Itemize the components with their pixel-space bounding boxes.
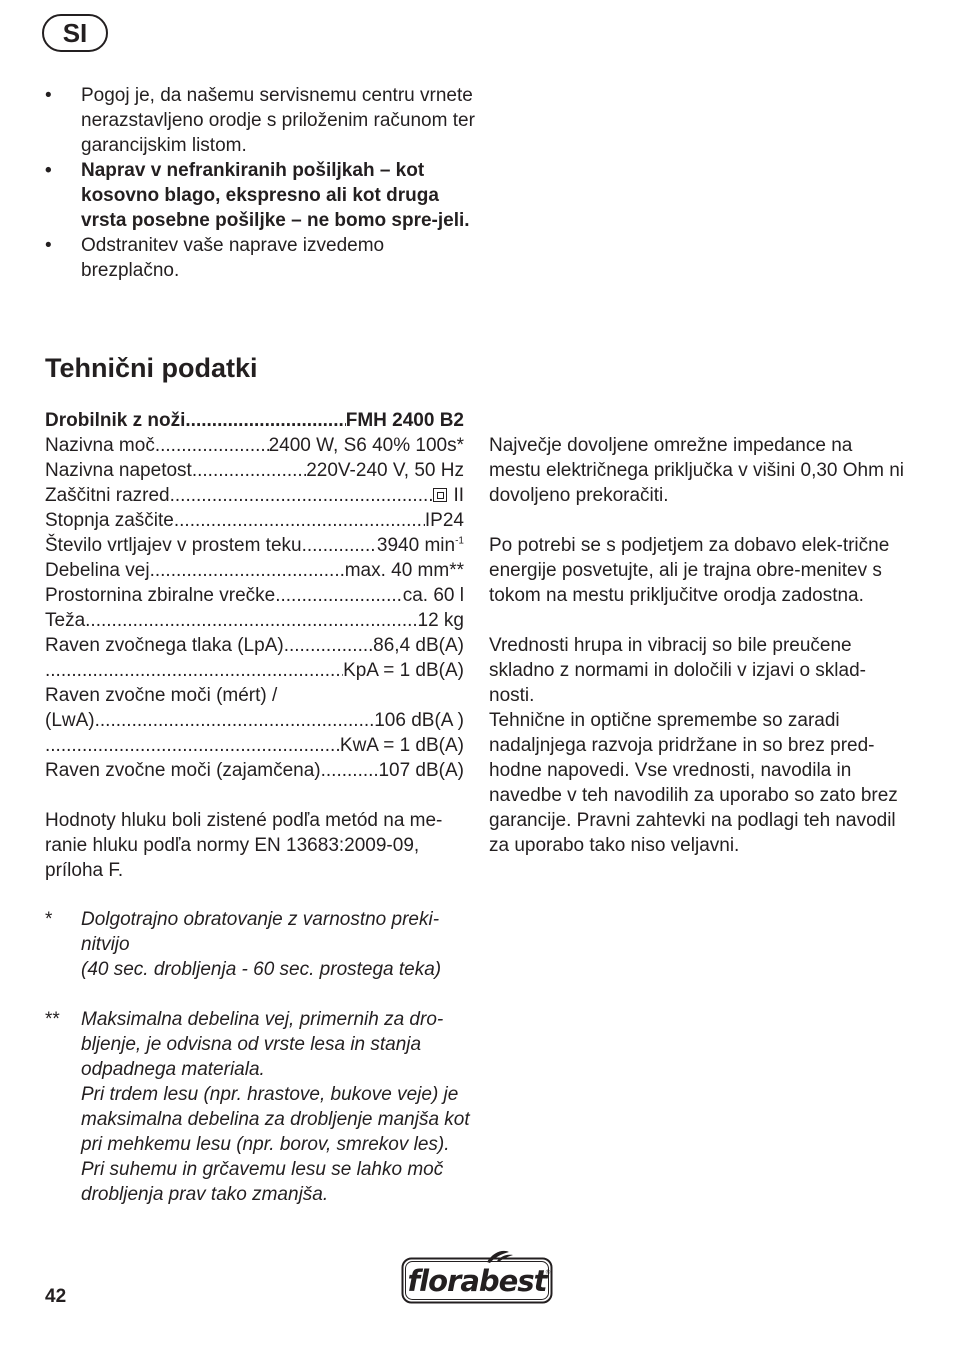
leader-dots [302,533,377,558]
footnote-body [81,907,477,982]
spec-label: Stopnja zaščite [45,510,174,531]
protection-class-text: II [453,485,464,506]
spec-label: Prostornina zbiralne vrečke [45,585,276,606]
spec-label: Raven zvočne moči (zajamčena) [45,760,321,781]
spec-value: 12 kg [417,610,464,631]
bullet-text: Pogoj je, da našemu servisnemu centru vrnete nerazstavljeno orodje s priloženim računom ter garancijskim listom. [81,85,475,156]
footnote-extra: (40 sec. drobljenja - 60 sec. prostega teka) [81,959,442,980]
footnote-text: Dolgotrajno obratovanje z varnostno preki-nitvijo [81,909,440,955]
spec-value: IP24 [424,510,464,531]
bullet-mark: • [45,160,52,181]
florabest-logo-graphic [401,1250,553,1304]
spec-label: (LwA) [45,710,95,731]
technical-data-list [45,408,464,783]
spec-row [45,533,464,558]
leader-dots [155,433,269,458]
footnote-mark: * [45,909,53,930]
changes-disclaimer-paragraph: Tehnične in optične spremembe so zaradi nadaljnjega razvoja pridržane in so brez pred-hodne napovedi. Vse vrednosti, navodila in navedbe v teh navodilih za uporabo so zato brez garancije. Pravni zahtevki na podlagi teh navodil za uporabo tako niso veljavni. [489,710,898,856]
spec-label: Zaščitni razred [45,485,170,506]
spec-value: 86,4 dB(A) [373,635,464,656]
spec-row [45,458,464,483]
leader-dots [185,408,345,433]
leader-dots [85,608,417,633]
spec-row [45,758,464,783]
leader-dots [150,558,345,583]
spec-value: FMH 2400 B2 [345,410,464,431]
spec-row [45,633,464,658]
spec-value: ca. 60 l [402,585,464,606]
footnote-mark: ** [45,1009,60,1030]
footnote [45,907,477,982]
spec-row [45,508,464,533]
warranty-bullet-list [45,83,475,283]
protection-class-ii-icon [433,488,447,502]
spec-row [45,608,464,633]
spec-row [45,483,464,508]
leader-dots [170,483,434,508]
spec-label: Število vrtljajev v prostem teku [45,535,302,556]
bullet-text: Naprav v nefrankiranih pošiljkah – kot kosovno blago, ekspresno ali kot druga vrsta posebne pošiljke – ne bomo spre-jeli. [81,160,470,231]
spec-value: 3940 min [376,535,456,556]
language-code: SI [62,18,88,48]
impedance-paragraph: Največje dovoljene omrežne impedance na mestu električnega priključka v višini 0,30 Ohm ni dovoljeno prekoračiti. [489,435,905,506]
footnote-text: Maksimalna debelina vej, primernih za dro-bljenje, je odvisna od vrste lesa in stanja odpadnega materiala. [81,1009,444,1080]
spec-label: Drobilnik z noži [45,410,186,431]
spec-row [45,583,464,608]
footnote-body [81,1007,477,1207]
svg-text:®: ® [545,1269,551,1276]
section-title: Tehnični podatki [45,353,258,383]
leader-dots [284,633,373,658]
energy-supplier-paragraph: Po potrebi se s podjetjem za dobavo elek-trične energije posvetujte, ali je trajna obre-menitev s tokom na mestu priključitve orodja zadostna. [489,535,890,606]
spec-label: Raven zvočnega tlaka (LpA) [45,635,284,656]
bullet-mark: • [45,85,52,106]
list-item [45,233,475,283]
svg-text:florabest: florabest [407,1264,547,1298]
spec-value: max. 40 mm** [344,560,464,581]
spec-value-protection-class [433,483,464,508]
bullet-mark: • [45,235,52,256]
spec-value: 220V-240 V, 50 Hz [306,460,464,481]
spec-row [45,558,464,583]
footnote-extra: Pri trdem lesu (npr. hrastove, bukove veje) je maksimalna debelina za drobljenje manjša kot pri mehkemu lesu (npr. borov, smrekov les). Pri suhemu in grčavemu lesu se lahko moč drobljenja prav tako zmanjša. [81,1084,470,1205]
spec-row [45,733,464,758]
spec-row [45,433,464,458]
leader-dots [321,758,379,783]
spec-value-exponent: -1 [455,535,464,547]
leader-dots [95,708,375,733]
leader-dots [45,733,340,758]
leader-dots [174,508,425,533]
spec-label: Teža [45,610,86,631]
spec-value: 106 dB(A ) [374,710,464,731]
spec-label: Nazivna napetost [45,460,192,481]
spec-value-speed [377,533,464,558]
language-badge [42,14,108,52]
spec-value: KpA = 1 dB(A) [343,660,464,681]
spec-row [45,708,464,733]
leader-dots [275,583,403,608]
spec-row-model [45,408,464,433]
leader-dots [192,458,306,483]
footnotes [45,907,477,1232]
spec-value: 2400 W, S6 40% 100s* [268,435,464,456]
spec-row [45,683,464,708]
leader-dots [45,658,343,683]
spec-row [45,658,464,683]
list-item [45,83,475,158]
noise-vibration-paragraph: Vrednosti hrupa in vibracij so bile preučene skladno z normami in določili v izjavi o sklad-nosti. [489,635,866,706]
spec-value: KwA = 1 dB(A) [339,735,464,756]
noise-paragraph: Hodnoty hluku boli zistené podľa metód na me-ranie hluku podľa normy EN 13683:2009-09, príloha F. [45,810,443,881]
bullet-text: Odstranitev vaše naprave izvedemo brezplačno. [81,235,385,281]
spec-label: Nazivna moč [45,435,155,456]
page-number: 42 [45,1286,67,1307]
spec-value: 107 dB(A) [378,760,464,781]
list-item [45,158,475,233]
spec-label: Debelina vej [45,560,150,581]
spec-label: Raven zvočne moči (mért) / [45,685,278,706]
footnote [45,1007,477,1207]
florabest-logo [401,1250,553,1304]
